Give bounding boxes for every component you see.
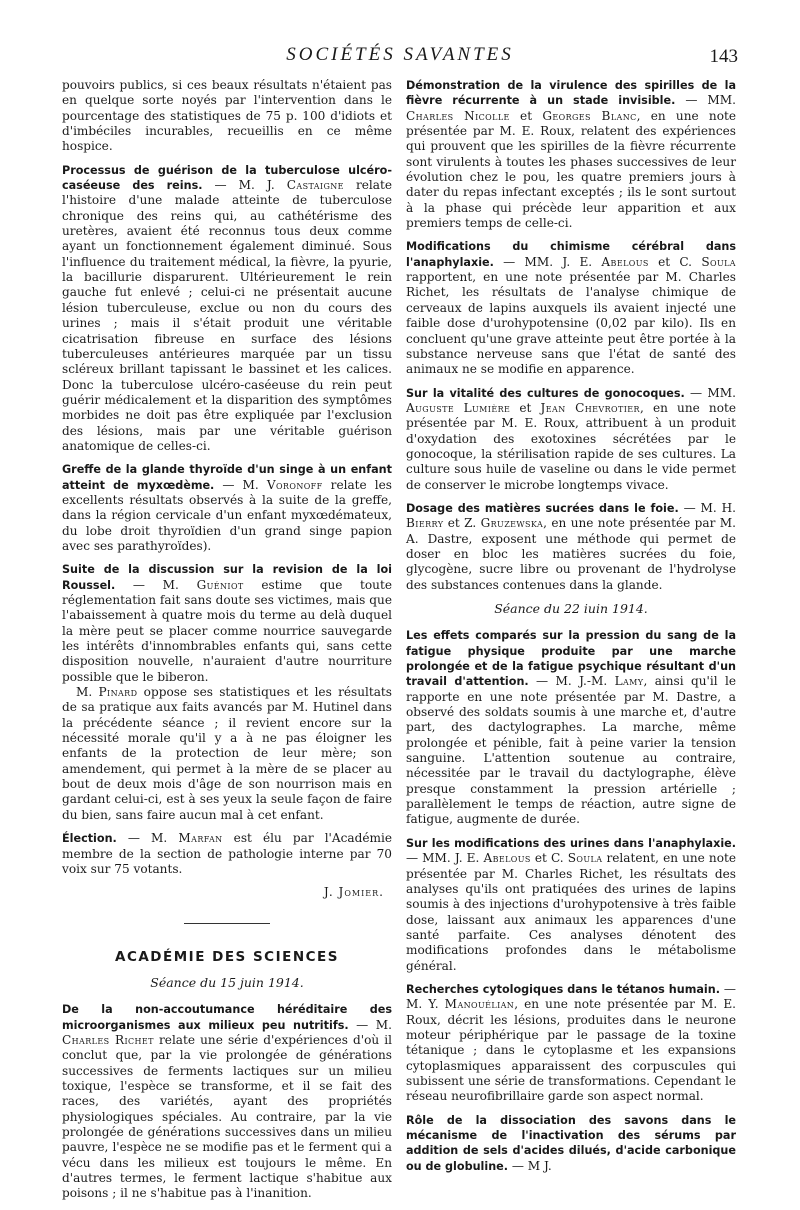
page-number: 143 xyxy=(709,46,738,67)
article-body: relate les excellents résultats observés à la suite de la greffe, dans la région cervicale d'un enfant myxœdémateux, du lobe droit thyroïdien d'un grand singe papion avec ses parathyroïdes). xyxy=(62,477,392,553)
article-loi-roussel-continued: M. Pinard oppose ses statistiques et les résultats de sa pratique aux faits avancés par M. Hutinel dans la précédente séance ; il revient encore sur la nécessité morale qu'il y a à ne pas éloigner les enfants de la protection de leur mère; son amendement, qui permet à la mère de se placer au bout de deux mois d'âge de son nourrison mais en gardant celui-ci, est à ses yeux la seule façon de faire du bien, sans faire aucun mal à cet enfant. xyxy=(62,685,393,822)
author-name: Manouélian xyxy=(444,997,515,1012)
article-body: relate l'histoire d'une malade atteinte de tuberculose chronique des reins qui, au cathétérisme des uretères, avaient été reconnus tous deux comme ayant un fonctionnement également diminué. Sous l'influence du traitement médical, la fièvre, la pyurie, la bacillurie disparurent. Ultérieurement le rein gauche fut enlevé ; celui-ci ne présentait aucune lésion tuberculeuse, exclue ou non du cours des urines ; mais il s'était produit une véritable cicatrisation fibreuse en surface des lésions tuberculeuses antérieures marquée par un tissu scléreux brillant tapissant le bassinet et les calices. Donc la tuberculose ulcéro-caséeuse du rein peut guérir médicalement et la disparition des symptômes morbides ne doit pas être expliquée par l'exclusion des lésions, mais par une véritable guérison anatomique de celles-ci. xyxy=(62,178,392,453)
section-divider xyxy=(184,923,270,924)
article-tetanos: Recherches cytologiques dans le tétanos humain. — M. Y. Manouélian, en une note présentée par M. E. Roux, décrit les lésions, produites dans le neurone moteur périphérique par le passage de la toxine tétanique ; dans le cytoplasme et les expansions cytoplasmiques apparaissent des corpuscules qui subissent une série de transformations. Cependant le réseau neurofibrillaire garde son aspect normal. xyxy=(406,981,736,1104)
article-title: Élection. xyxy=(62,832,117,846)
author-name: Abelous xyxy=(483,851,531,866)
article-gonocoques: Sur la vitalité des cultures de gonocoques. — MM. Auguste Lumière et Jean Chevrotier, en une note présentée par M. E. Roux, attribuent à un produit d'oxydation des exotoxines sécrétées par le gonocoque, la stérilisation rapide de ses cultures. La culture sous huile de vaseline ou dans le vide permet de conserver le microbe longtemps vivace. xyxy=(406,385,736,492)
article-tuberculose: Processus de guérison de la tuberculose ulcéro-caséeuse des reins. — M. J. Castaigne relate l'histoire d'une malade atteinte de tuberculose chronique des reins qui, au cathétérisme des uretères, avaient été reconnus tous deux comme ayant un fonctionnement également diminué. Sous l'influence du traitement médical, la fièvre, la pyurie, la bacillurie disparurent. Ultérieurement le rein gauche fut enlevé ; celui-ci ne présentait aucune lésion tuberculeuse, exclue ou non du cours des urines ; mais il s'était produit une véritable cicatrisation fibreuse en surface des lésions tuberculeuses antérieures marquée par un tissu scléreux brillant tapissant le bassinet et les calices. Donc la tuberculose ulcéro-caséeuse du rein peut guérir médicalement et la disparition des symptômes morbides ne doit pas être expliquée par l'exclusion des lésions, mais par une véritable guérison anatomique de celles-ci. xyxy=(62,163,392,453)
author-name: Gruzewska xyxy=(480,516,544,531)
author-name: Soula xyxy=(567,851,603,866)
article-title: Sur la vitalité des cultures de gonocoques. xyxy=(406,386,685,400)
signature: J. Jomier. xyxy=(323,885,384,900)
article-title: Greffe de la glande thyroïde d'un singe à un enfant atteint de myxœdème. xyxy=(62,463,392,492)
article-title: Processus de guérison de la tuberculose ulcéro-caséeuse des reins. xyxy=(62,163,392,193)
author-name: Jean Chevrotier xyxy=(540,400,640,415)
article-spirilles: Démonstration de la virulence des spirilles de la fièvre récurrente à un stade invisible. — MM. Charles Nicolle et Georges Blanc, en une note présentée par M. E. Roux, relatent des expériences qui prouvent que les spirilles de la fièvre récurrente sont virulents à toutes les phases successives de leur évolution chez le pou, les quatre premiers jours à dater du repas infectant exceptés ; ils le sont surtout à la phase qui précède leur apparition et aux premiers temps de celle-ci. xyxy=(406,79,736,231)
article-body: , ainsi qu'il le rapporte en une note présentée par M. Dastre, a observé des soldats soumis à une marche et, d'autre part, des dactylographes. La marche, même prolongée et pénible, fait à peine varier la tension sanguine. L'attention soutenue au contraire, nécessitée par le travail du dactylographe, élève presque constamment la pression artérielle ; parallèlement le temps de réaction, autre signe de fatigue, augmente de durée. xyxy=(406,674,737,827)
article-fatigue: Les effets comparés sur la pression du sang de la fatigue physique produite par une marche prolongée et de la fatigue psychique résultant d'un travail d'attention. — M. J.-M. Lamy, ainsi qu'il le rapporte en une note présentée par M. Dastre, a observé des soldats soumis à une marche et, d'autre part, des dactylographes. La marche, même prolongée et pénible, fait à peine varier la tension sanguine. L'attention soutenue au contraire, nécessitée par le travail du dactylographe, élève presque constamment la pression artérielle ; parallèlement le temps de réaction, autre signe de fatigue, augmente de durée. xyxy=(406,629,737,827)
article-body: , en une note présentée par M. E. Roux, décrit les lésions, produites dans le neurone moteur périphérique par le passage de la toxine tétanique ; dans le cytoplasme et les expansions cytoplasmiques apparaissent des corpuscules qui subissent une série de transformations. Cependant le réseau neurofibrillaire garde son aspect normal. xyxy=(406,997,736,1104)
article-body: est élu par l'Académie membre de la section de pathologie interne par 70 voix sur 75 votants. xyxy=(62,831,392,876)
article-body: , en une note présentée par M. E. Roux, attribuent à un produit d'oxydation des exotoxines sécrétées par le gonocoque, la stérilisation rapide de ses cultures. La culture sous huile de vaseline ou dans le vide permet de conserver le microbe longtemps vivace. xyxy=(406,400,736,492)
left-column xyxy=(62,78,392,1210)
article-title: Dosage des matières sucrées dans le foie. xyxy=(406,501,679,515)
article-title: Modifications du chimisme cérébral dans l'anaphylaxie. xyxy=(406,240,736,269)
article-body: relate une série d'expériences d'où il conclut que, par la vie prolongée de générations successives de ferments lactiques sur un milieu toxique, l'espèce se transforme, et il se fait des races, des variétés, ayant des propriétés physiologiques spéciales. Au contraire, par la vie prolongée de générations successives dans un milieu pauvre, l'espèce ne se modifie pas et le ferment qui a vécu dans les milieux est toujours le même. En d'autres termes, le ferment lactique s'habitue aux poisons ; il ne s'habitue pas à l'inanition. xyxy=(62,1032,392,1201)
author-name: Marfan xyxy=(178,831,223,846)
author-name: Charles Richet xyxy=(62,1032,154,1047)
article-title: Les effets comparés sur la pression du sang de la fatigue physique produite par une marche prolongée et de la fatigue psychique résultant d'un travail d'attention. xyxy=(406,629,736,689)
article-body: relatent, en une note présentée par M. Charles Richet, les résultats des analyses qu'ils ont pratiquées des urines de lapins soumis à des injections d'urohypotensive à très faible dose, laissant aux animaux les apparences d'une santé parfaite. Ces analyses dénotent des modifications profondes dans le métabolisme général. xyxy=(406,851,737,973)
article-body: estime que toute réglementation fait sans doute ses victimes, mais que l'abaissement à quatre mois du terme au delà duquel la mère peut se placer comme nourrice sauvegarde les intérêts d'innombrables enfants qui, sans cette disposition nouvelle, n'auraient d'autre nourriture possible que le biberon. xyxy=(62,577,392,684)
section-heading: ACADÉMIE DES SCIENCES xyxy=(115,948,339,965)
page-header xyxy=(60,44,740,74)
article-title: De la non-accoutumance héréditaire des microorganismes aux milieux peu nutritifs. xyxy=(62,1003,392,1032)
article-title: Sur les modifications des urines dans l'anaphylaxie. xyxy=(406,836,736,850)
continued-paragraph: pouvoirs publics, si ces beaux résultats n'étaient pas en quelque sorte noyés par l'intervention dans le pourcentage des statistiques de 75 p. 100 d'idiots et d'imbéciles incurables, recueillis en ce même hospice. xyxy=(62,78,392,154)
article-body: oppose ses statistiques et les résultats de sa pratique aux faits avancés par M. Hutinel dans la précédente séance ; il revient encore sur la nécessité morale qu'il y a à ne pas éloigner les enfants de la protection de leur mère; son amendement, qui permet à la mère de se placer au bout de deux mois d'âge de son nourrison mais en gardant celui-ci, est à ses yeux la seule façon de faire du bien, sans faire aucun mal à cet enfant. xyxy=(62,685,393,822)
article-urines-anaphylaxie: Sur les modifications des urines dans l'anaphylaxie. — MM. J. E. Abelous et C. Soula relatent, en une note présentée par M. Charles Richet, les résultats des analyses qu'ils ont pratiquées des urines de lapins soumis à des injections d'urohypotensive à très faible dose, laissant aux animaux les apparences d'une santé parfaite. Ces analyses dénotent des modifications profondes dans le métabolisme général. xyxy=(406,836,737,973)
author-name: Charles Nicolle xyxy=(406,108,510,123)
author-name: Soula xyxy=(701,254,736,269)
session-date: Séance du 22 iuin 1914. xyxy=(494,601,648,616)
author-name: Auguste Lumière xyxy=(406,400,511,415)
article-dosage-foie: Dosage des matières sucrées dans le foie. — M. H. Bierry et Z. Gruzewska, en une note présentée par M. A. Dastre, exposent une méthode qui permet de doser en bloc les matières sucrées du foie, glycogène, sucre libre ou provenant de l'hydrolyse des substances contenues dans la glande. xyxy=(406,500,737,592)
author-name: Georges Blanc xyxy=(542,108,637,123)
article-title: Recherches cytologiques dans le tétanos humain. xyxy=(406,982,720,996)
article-non-accoutumance: De la non-accoutumance héréditaire des microorganismes aux milieux peu nutritifs. — M. Charles Richet relate une série d'expériences d'où il conclut que, par la vie prolongée de générations successives de ferments lactiques sur un milieu toxique, l'espèce se transforme, et il se fait des races, des variétés, ayant des propriétés physiologiques spéciales. Au contraire, par la vie prolongée de générations successives dans un milieu pauvre, l'espèce ne se modifie pas et le ferment qui a vécu dans les milieux est toujours le même. En d'autres termes, le ferment lactique s'habitue aux poisons ; il ne s'habitue pas à l'inanition. xyxy=(62,1003,392,1201)
right-column xyxy=(406,78,736,1182)
running-title: SOCIÉTÉS SAVANTES xyxy=(286,44,514,65)
author-name: Voronoff xyxy=(266,477,323,492)
article-chimisme-cerebral: Modifications du chimisme cérébral dans l'anaphylaxie. — MM. J. E. Abelous et C. Soula rapportent, en une note présentée par M. Charles Richet, les résultats de l'analyse chimique de cerveaux de lapins auxquels ils avaient injecté une faible dose d'urohypotensine (0,02 par kilo). Ils en concluent qu'une grave atteinte peut être portée à la substance nerveuse sans que l'état de santé des animaux ne se modifie en apparence. xyxy=(406,240,736,377)
article-loi-roussel: Suite de la discussion sur la revision de la loi Roussel. — M. Guéniot estime que toute réglementation fait sans doute ses victimes, mais que l'abaissement à quatre mois du terme au delà duquel la mère peut se placer comme nourrice sauvegarde les intérêts d'innombrables enfants qui, sans cette disposition nouvelle, n'auraient d'autre nourriture possible que le biberon. xyxy=(62,563,392,684)
article-greffe-thyroide: Greffe de la glande thyroïde d'un singe à un enfant atteint de myxœdème. — M. Voronoff relate les excellents résultats observés à la suite de la greffe, dans la région cervicale d'un enfant myxœdémateux, du lobe droit thyroïdien d'un grand singe papion avec ses parathyroïdes). xyxy=(62,463,392,553)
author-name: Guéniot xyxy=(196,577,244,592)
article-title: Démonstration de la virulence des spirilles de la fièvre récurrente à un stade invisible. xyxy=(406,79,736,108)
article-body: rapportent, en une note présentée par M. Charles Richet, les résultats de l'analyse chimique de cerveaux de lapins auxquels ils avaient injecté une faible dose d'urohypotensine (0,02 par kilo). Ils en concluent qu'une grave atteinte peut être portée à la substance nerveuse sans que l'état de santé des animaux ne se modifie en apparence. xyxy=(406,270,736,377)
article-title: Rôle de la dissociation des savons dans le mécanisme de l'inactivation des sérums par addition de sels d'acides dilués, d'acide carbonique ou de globuline. xyxy=(406,1113,736,1173)
author-name: Abelous xyxy=(601,254,649,269)
article-body: , en une note présentée par M. E. Roux, relatent des expériences qui prouvent que les spirilles de la fièvre récurrente sont virulents à toutes les phases successives de leur évolution chez le pou, les quatre premiers jours à dater du repas infectant exceptés ; ils le sont surtout à la phase qui précède leur apparition et aux premiers temps de celle-ci. xyxy=(406,108,736,231)
session-date: Séance du 15 juin 1914. xyxy=(150,974,304,990)
article-election: Élection. — M. Marfan est élu par l'Académie membre de la section de pathologie interne par 70 voix sur 75 votants. xyxy=(62,831,392,876)
author-name: Lamy xyxy=(614,674,644,689)
author-name: Castaigne xyxy=(286,178,344,193)
author-name: Pinard xyxy=(98,685,138,700)
article-body: , en une note présentée par M. A. Dastre, exposent une méthode qui permet de doser en bloc les matières sucrées du foie, glycogène, sucre libre ou provenant de l'hydrolyse des substances contenues dans la glande. xyxy=(406,516,736,592)
article-savons: Rôle de la dissociation des savons dans le mécanisme de l'inactivation des sérums par addition de sels d'acides dilués, d'acide carbonique ou de globuline. — M J. xyxy=(406,1113,736,1173)
author-name: Bierry xyxy=(406,516,444,531)
article-title: Suite de la discussion sur la revision de la loi Roussel. xyxy=(62,563,392,592)
